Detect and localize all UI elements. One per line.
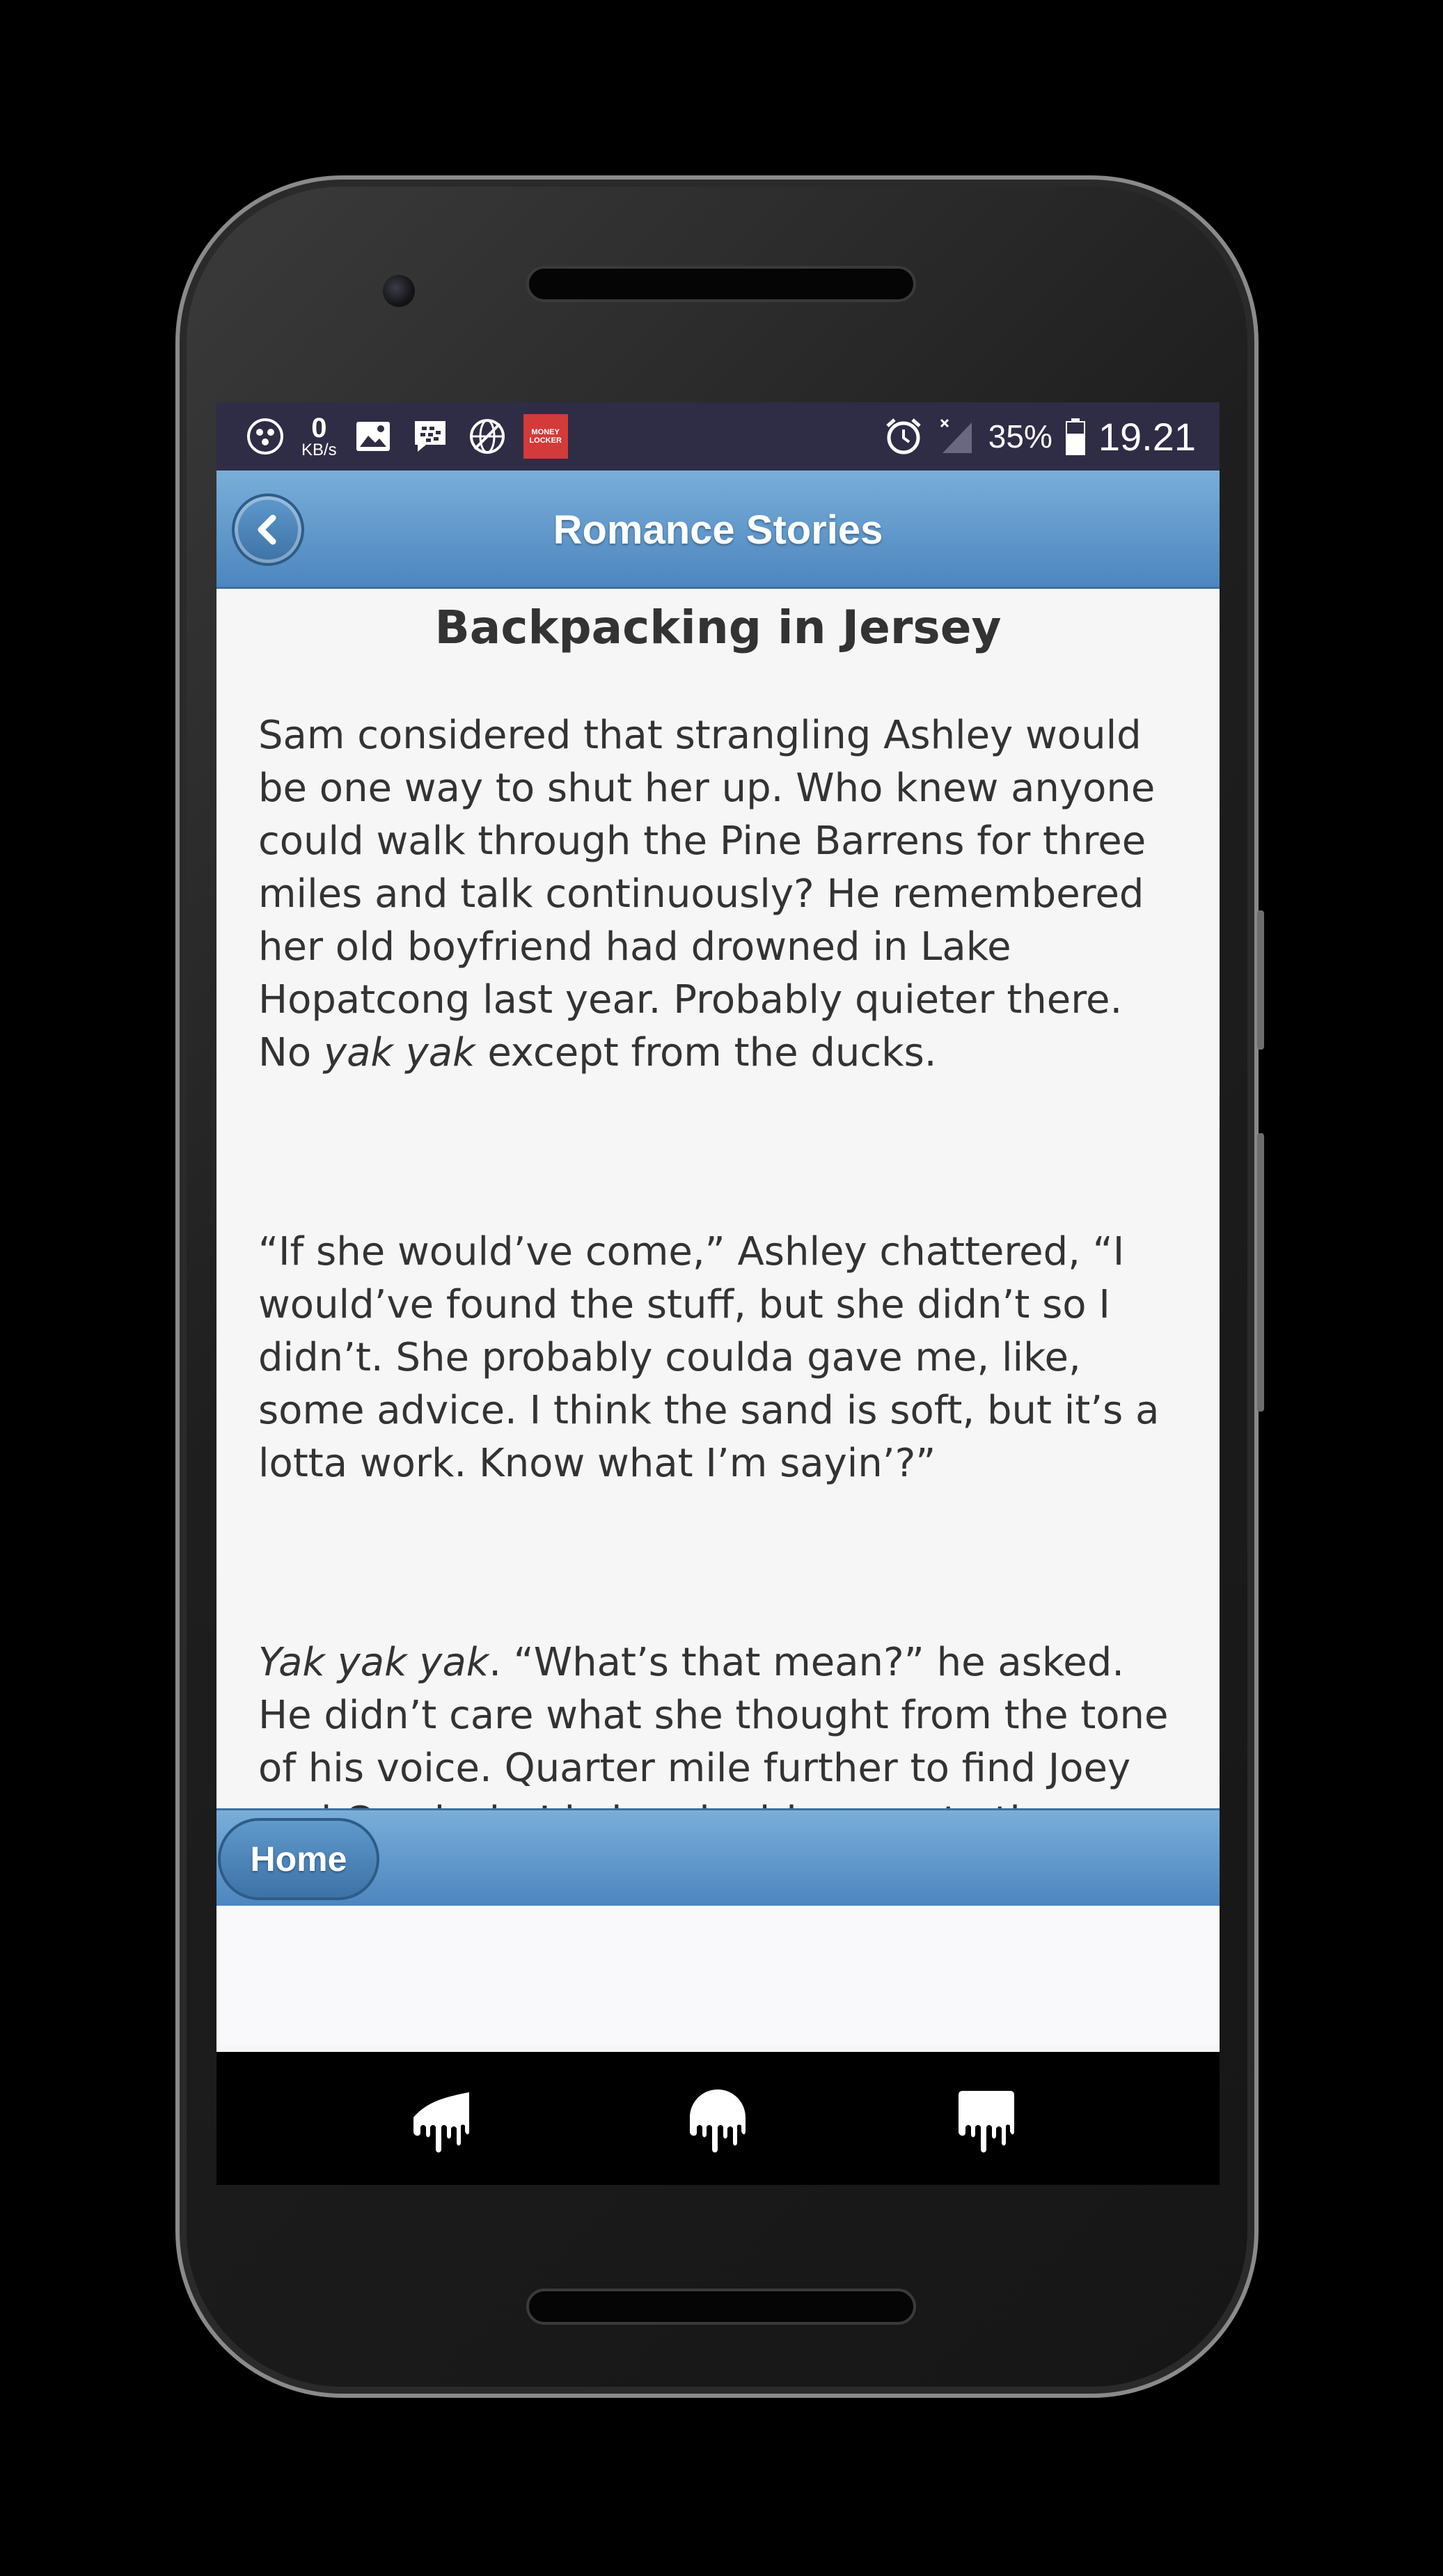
assistant-icon [244,416,286,457]
navigation-bar [216,2052,1220,2185]
clock: 19.21 [1098,414,1196,459]
home-button[interactable]: Home [218,1818,379,1900]
image-icon [352,416,394,457]
front-camera [383,275,415,307]
screen [216,402,1220,2185]
net-speed-value: 0 [311,413,327,443]
paragraph-text: except from the ducks. [475,1030,937,1075]
paragraph-text: . “What’s that mean?” he asked. He didn’t care what she thought from the tone of his voice. Quarter mile further to find Joey [258,1640,1169,1791]
app-footer [216,1808,1220,1906]
paragraph-text: “If she would’ve come,” Ashley chattered, “I would’ve found the stuff, but she didn’t so I didn’t. She probably coulda gave me, like, some advice. I think the sand is soft, but it’s a lotta work. Know what I’m sayin’?” [258,1229,1160,1486]
paragraph-emphasis: yak yak [323,1030,475,1075]
page-title: Romance Stories [553,507,883,553]
chevron-left-icon [251,512,285,547]
battery-percent: 35% [988,418,1052,455]
net-speed [301,414,337,459]
story-paragraph [258,1226,1184,1490]
blank-area [216,1906,1220,2045]
status-bar [216,402,1220,471]
story-content[interactable] [216,591,1220,1808]
paragraph-emphasis: Yak yak yak [258,1640,489,1685]
signal-icon [936,416,977,457]
app-header [216,471,1220,589]
back-button[interactable] [232,493,304,566]
alarm-icon [883,416,924,457]
story-title: Backpacking in Jersey [434,601,1002,654]
globe-icon [466,416,508,457]
recents-nav-icon[interactable] [953,2085,1020,2155]
power-button [1257,1133,1264,1412]
home-nav-icon[interactable] [684,2085,751,2155]
battery-icon [1064,416,1087,457]
net-speed-unit: KB/s [301,441,337,459]
bottom-speaker [526,2289,916,2325]
story-paragraph [258,709,1184,1080]
bbm-icon [409,416,451,457]
top-speaker [526,266,916,302]
volume-button [1257,910,1264,1050]
back-nav-icon[interactable] [408,2085,475,2155]
paragraph-text: Sam considered that strangling Ashley would be one way to shut her up. Who knew anyone could walk through the Pine Barrens for three miles and talk continuously? He remembered her old boyfriend had drowned in Lake Hopatcong last year. Probably quieter there. No [258,713,1156,1075]
money-locker-icon: MONEY LOCKER [523,414,568,459]
